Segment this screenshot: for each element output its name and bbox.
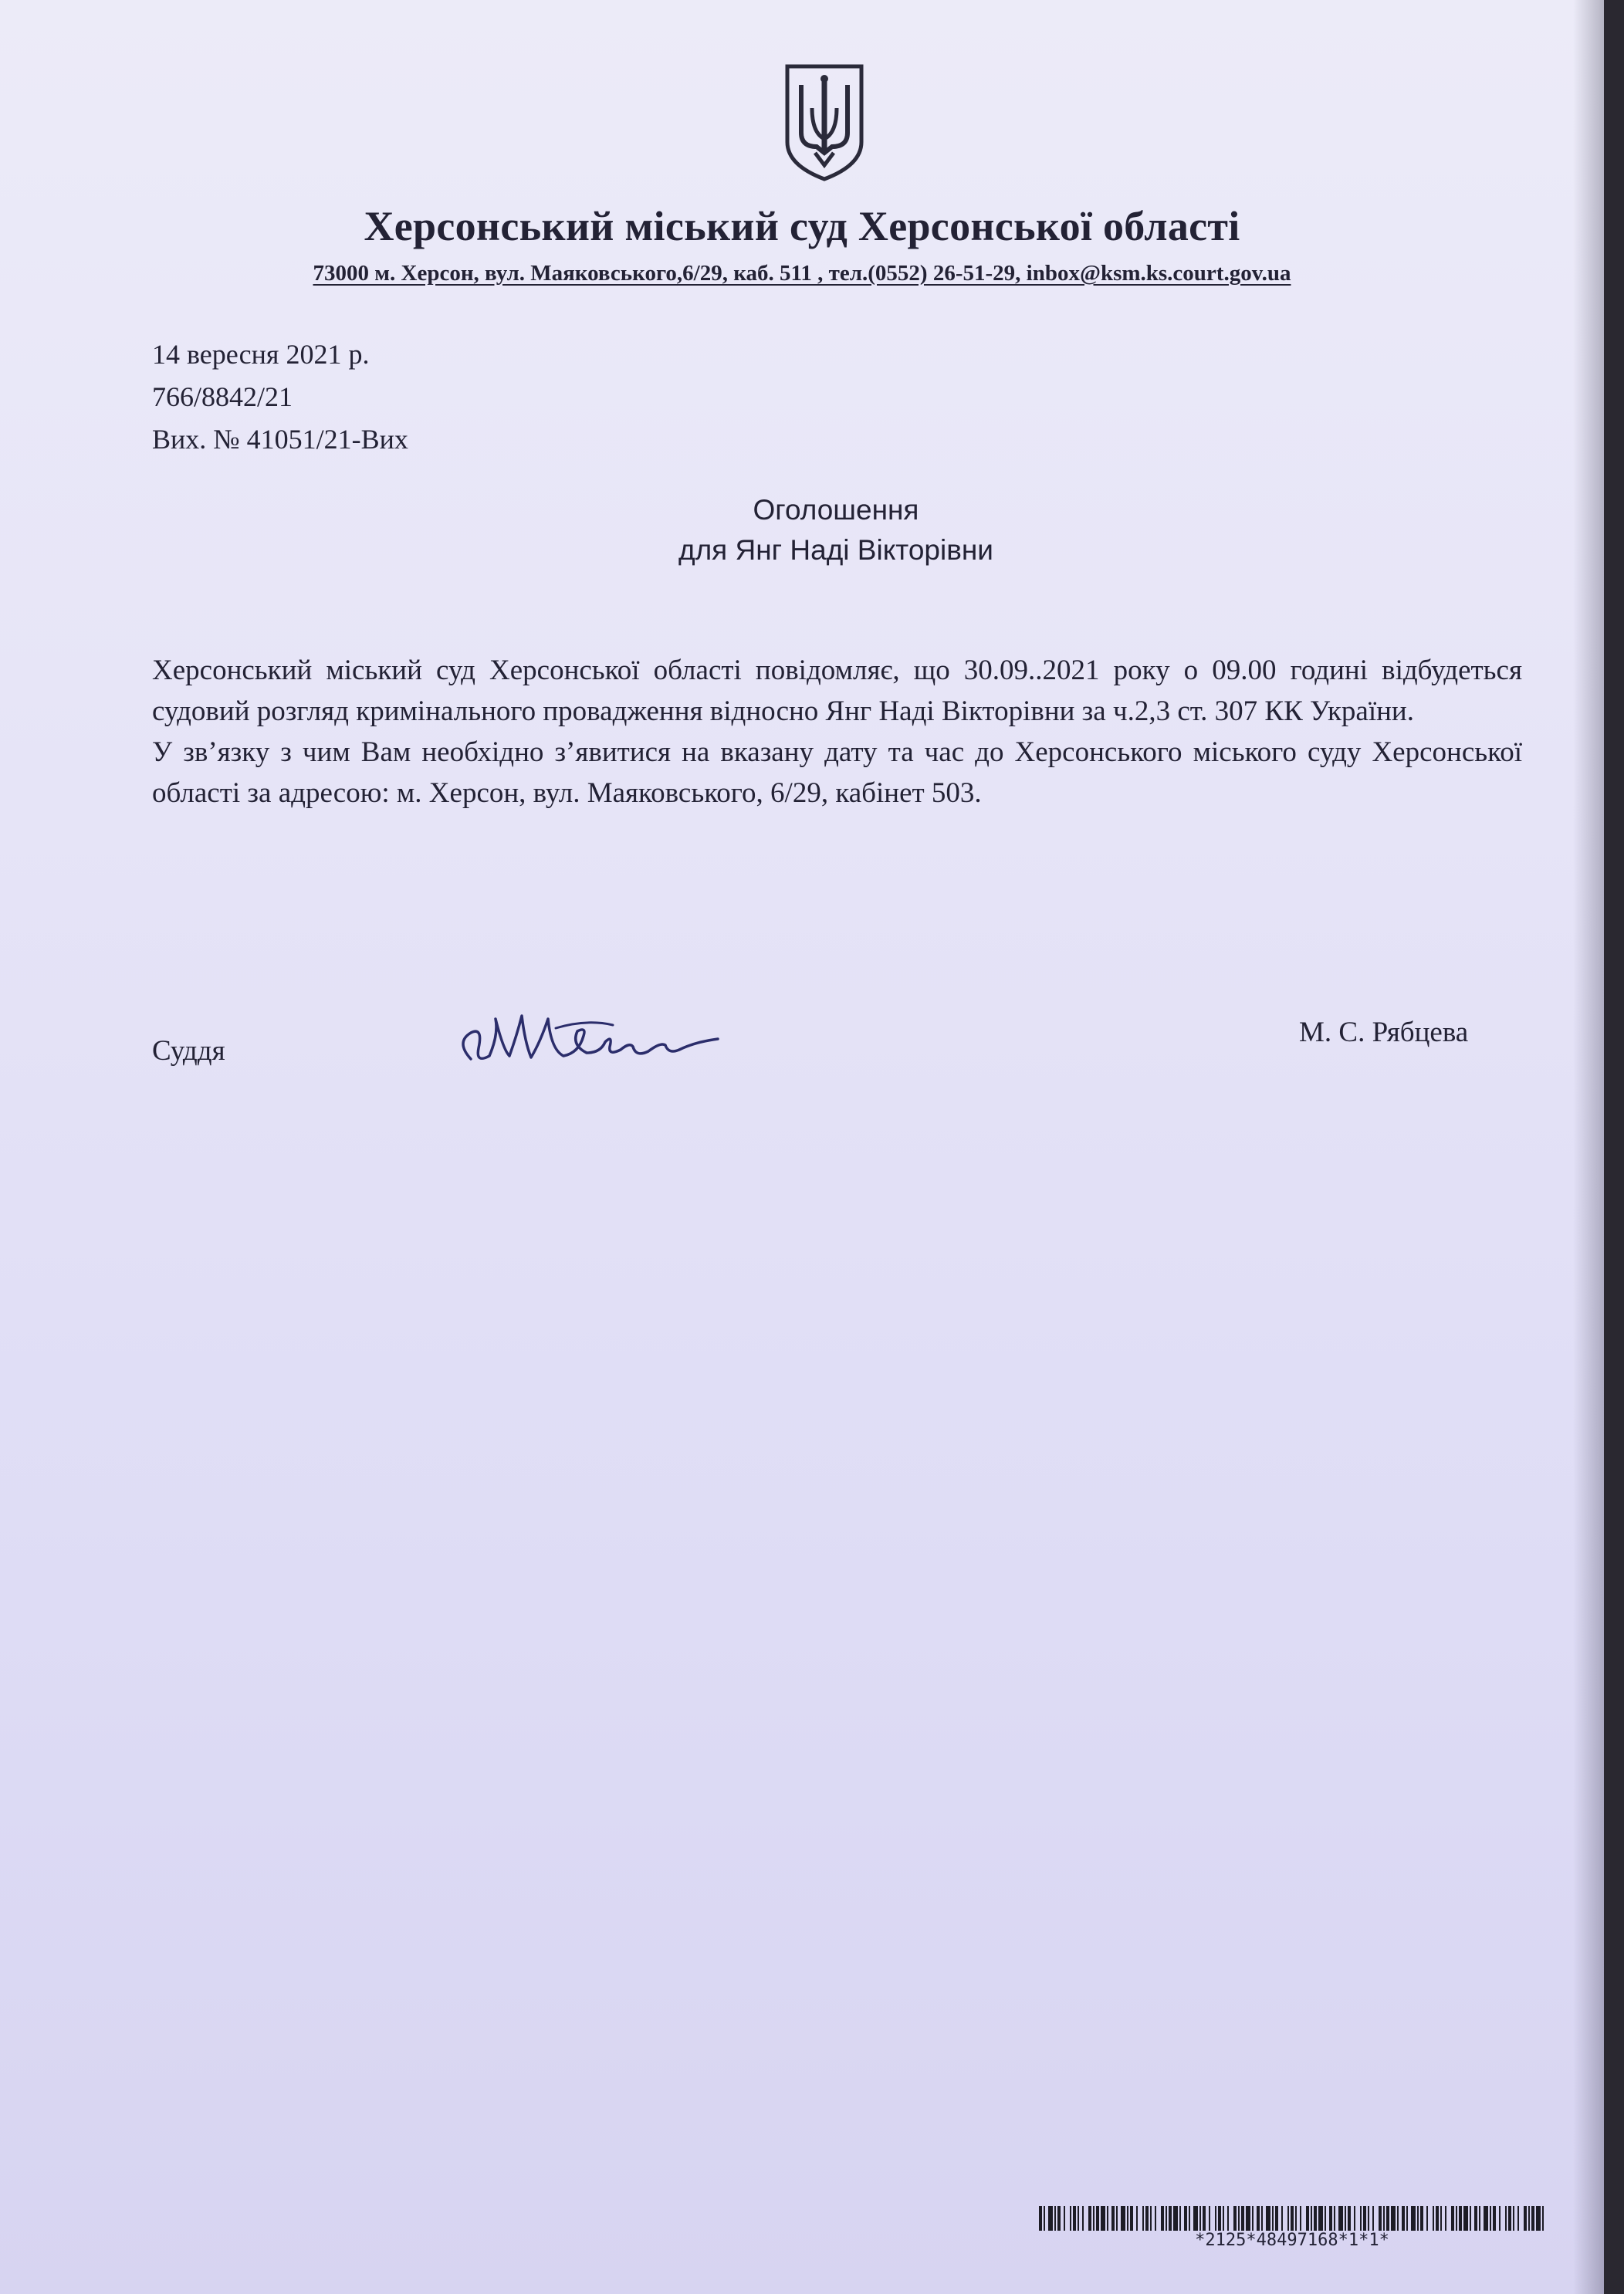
barcode-number: *2125*48497168*1*1* bbox=[1195, 2231, 1389, 2250]
notice-title: Оголошення bbox=[753, 494, 919, 526]
court-address-line: 73000 м. Херсон, вул. Маяковського,6/29, каб. 511 , тел.(0552) 26-51-29, inbox@ksm.ks.court.gov.ua bbox=[313, 261, 1291, 286]
court-name-heading: Херсонський міський суд Херсонської області bbox=[364, 203, 1240, 249]
document-meta bbox=[152, 333, 408, 461]
outgoing-number: Вих. № 41051/21-Вих bbox=[152, 424, 408, 455]
body-paragraph-1: Херсонський міський суд Херсонської області повідомляє, що 30.09..2021 року о 09.00 годині відбудеться судовий розгляд кримінального провадження відносно Янг Наді Вікторівни за ч.2,3 ст. 307 КК України. bbox=[152, 655, 1522, 727]
handwritten-signature-icon bbox=[448, 988, 741, 1088]
notice-recipient: для Янг Наді Вікторівни bbox=[678, 534, 993, 566]
notice-body bbox=[152, 650, 1522, 814]
document-date: 14 вересня 2021 р. bbox=[152, 339, 370, 370]
trident-emblem-icon bbox=[781, 62, 868, 184]
body-paragraph-2: У зв’язку з чим Вам необхідно з’явитися на вказану дату та час до Херсонського міського суду Херсонської області за адресою: м. Херсон, вул. Маяковського, 6/29, кабінет 503. bbox=[152, 736, 1522, 809]
case-number: 766/8842/21 bbox=[152, 381, 293, 412]
barcode-icon bbox=[1039, 2206, 1545, 2231]
judge-role-label: Суддя bbox=[152, 1035, 225, 1067]
judge-name: М. С. Рябцева bbox=[1299, 1017, 1469, 1048]
page-edge-shadow bbox=[1573, 0, 1604, 2294]
